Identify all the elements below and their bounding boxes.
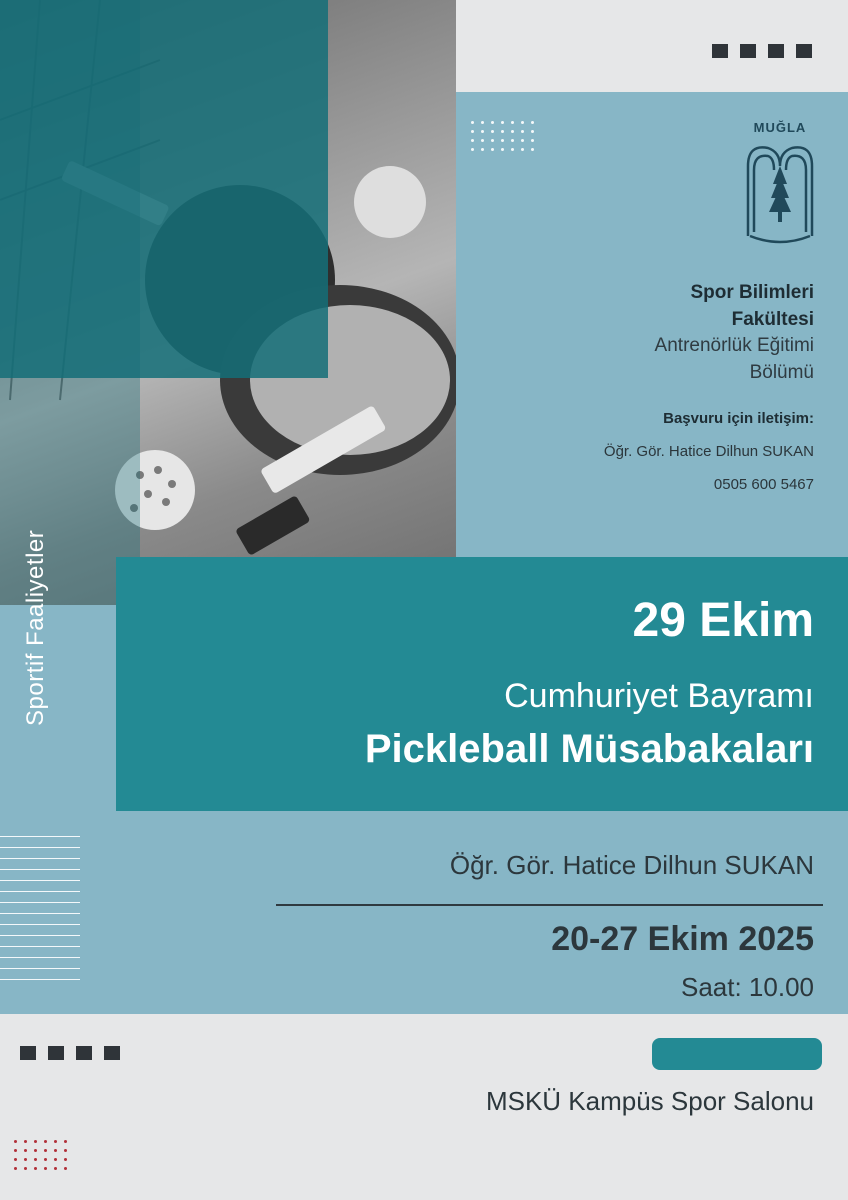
title-box xyxy=(116,557,848,811)
decorative-squares-top xyxy=(712,44,812,58)
title-date: 29 Ekim xyxy=(632,594,814,647)
contact-name: Öğr. Gör. Hatice Dilhun SUKAN xyxy=(603,443,814,461)
university-logo xyxy=(740,120,820,240)
decorative-squares-bottom xyxy=(20,1046,120,1060)
event-time: Saat: 10.00 xyxy=(681,972,814,1002)
department-line2: Bölümü xyxy=(749,361,814,383)
pickleball-photo xyxy=(0,0,456,605)
logo-emblem-icon xyxy=(740,136,820,246)
red-dot-pattern xyxy=(14,1140,68,1170)
title-occasion: Cumhuriyet Bayramı xyxy=(504,677,814,715)
event-dates: 20-27 Ekim 2025 xyxy=(551,920,814,958)
contact-heading: Başvuru için iletişim: xyxy=(663,410,814,428)
event-venue: MSKÜ Kampüs Spor Salonu xyxy=(485,1086,814,1116)
contact-phone: 0505 600 5467 xyxy=(713,476,814,494)
divider-line xyxy=(276,904,823,906)
dot-pattern xyxy=(471,121,535,151)
faculty-name-line1: Spor Bilimleri xyxy=(690,282,814,303)
faculty-name-line2: Fakültesi xyxy=(731,308,814,330)
logo-wordmark: MUĞLA xyxy=(753,120,807,135)
faculty-info xyxy=(494,280,814,495)
teal-overlay-strip xyxy=(0,0,140,605)
title-event: Pickleball Müsabakaları xyxy=(364,727,814,771)
accent-pill xyxy=(652,1038,822,1070)
side-label: Sportif Faaliyetler xyxy=(22,529,49,726)
department-line1: Antrenörlük Eğitimi xyxy=(654,335,814,357)
decorative-lines xyxy=(0,836,80,996)
event-instructor: Öğr. Gör. Hatice Dilhun SUKAN xyxy=(449,850,814,880)
